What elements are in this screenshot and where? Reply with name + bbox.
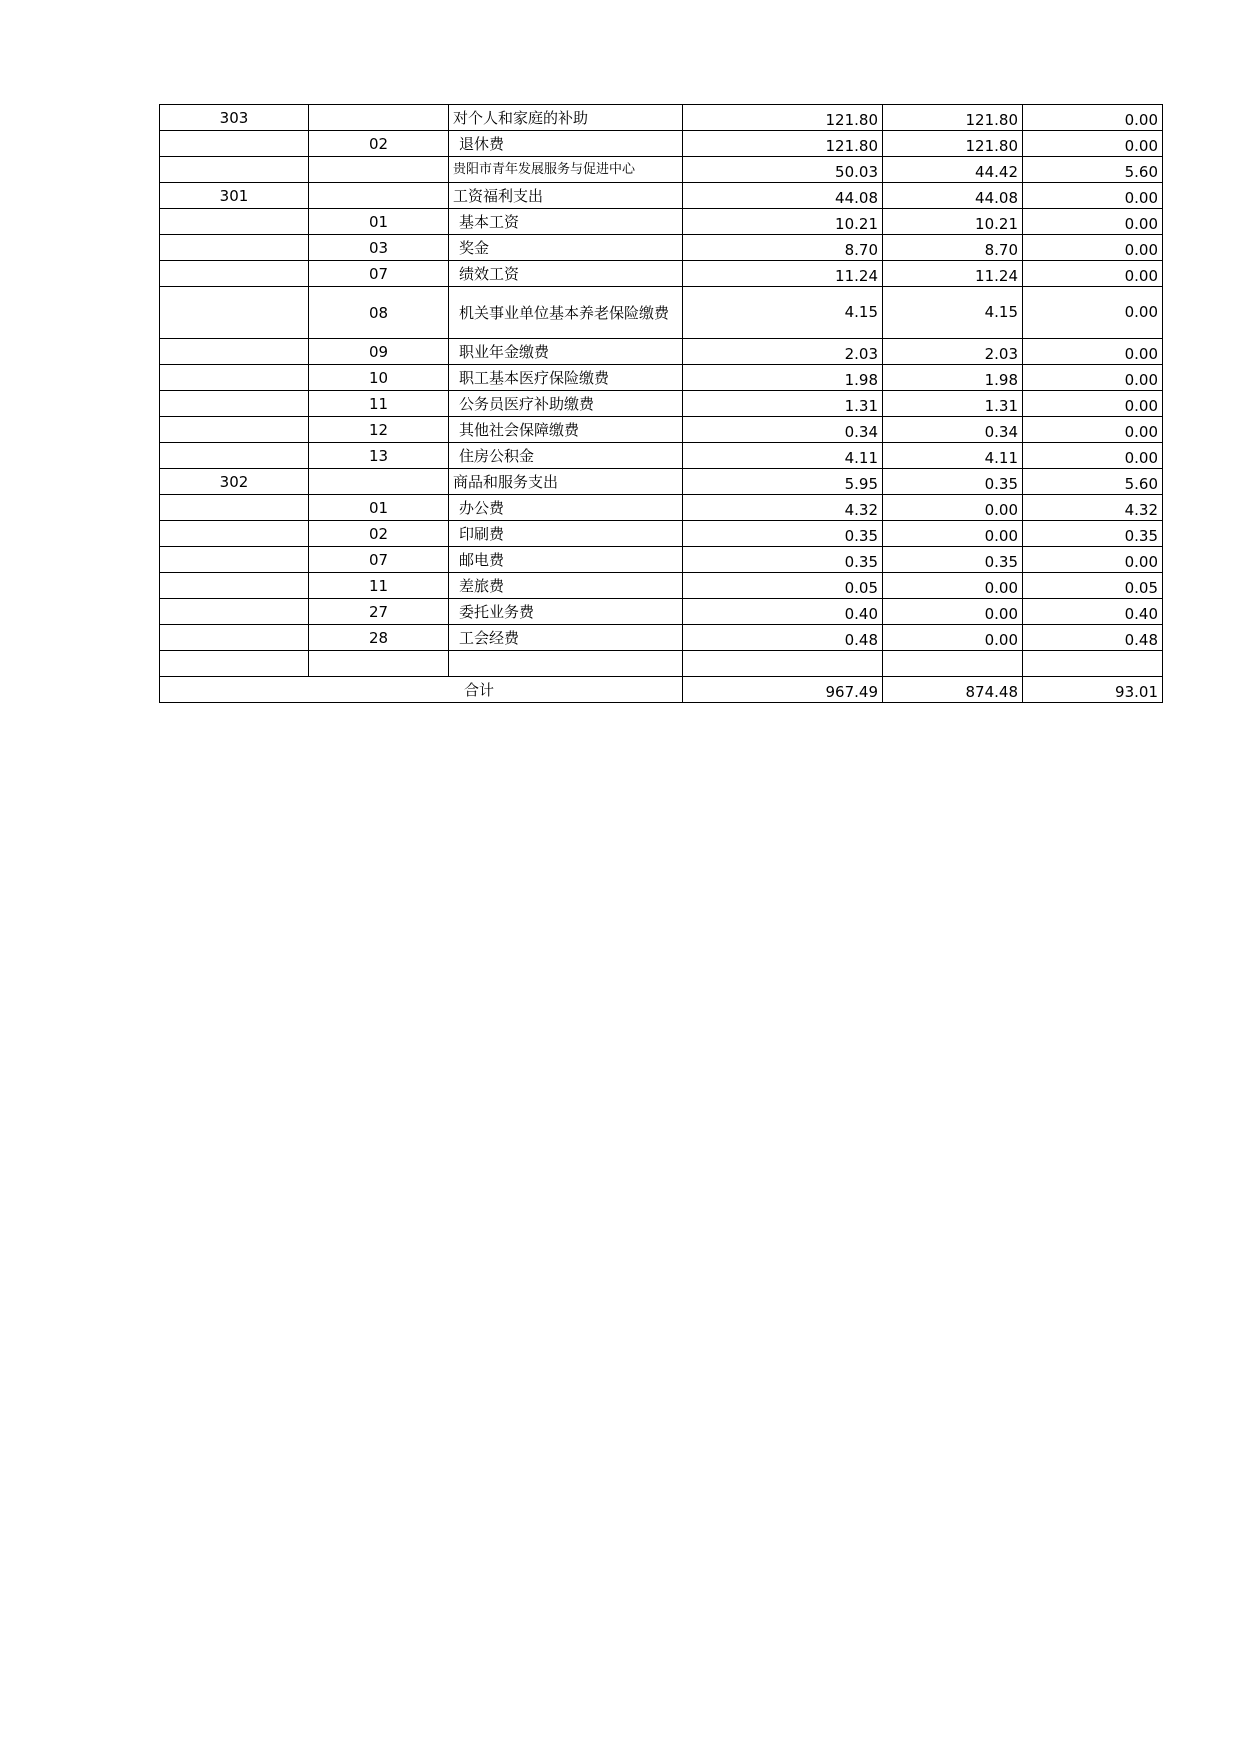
basic-expense-cell: 1.98 xyxy=(883,365,1023,391)
basic-expense-cell xyxy=(883,651,1023,677)
class-code-cell xyxy=(160,261,309,287)
basic-expense-cell: 4.11 xyxy=(883,443,1023,469)
basic-expense-cell: 0.35 xyxy=(883,469,1023,495)
item-code-cell: 13 xyxy=(309,443,449,469)
item-code-cell: 10 xyxy=(309,365,449,391)
project-expense-cell: 0.05 xyxy=(1023,573,1163,599)
item-code-cell: 11 xyxy=(309,391,449,417)
class-code-cell xyxy=(160,339,309,365)
total-amount-cell: 967.49 xyxy=(683,677,883,703)
total-amount-cell: 0.48 xyxy=(683,625,883,651)
table-row xyxy=(160,443,1163,469)
item-name-cell: 绩效工资 xyxy=(449,261,683,287)
class-code-cell xyxy=(160,521,309,547)
class-code-cell xyxy=(160,235,309,261)
table-row xyxy=(160,391,1163,417)
class-code-cell: 303 xyxy=(160,105,309,131)
class-code-cell xyxy=(160,287,309,339)
table-row xyxy=(160,573,1163,599)
basic-expense-cell: 0.00 xyxy=(883,521,1023,547)
item-name-cell: 对个人和家庭的补助 xyxy=(449,105,683,131)
project-expense-cell: 5.60 xyxy=(1023,469,1163,495)
class-code-cell xyxy=(160,157,309,183)
class-code-cell xyxy=(160,651,309,677)
item-code-cell: 03 xyxy=(309,235,449,261)
class-code-cell xyxy=(160,391,309,417)
total-amount-cell: 0.34 xyxy=(683,417,883,443)
item-code-cell: 08 xyxy=(309,287,449,339)
project-expense-cell: 0.00 xyxy=(1023,105,1163,131)
project-expense-cell: 0.00 xyxy=(1023,183,1163,209)
item-name-cell: 工资福利支出 xyxy=(449,183,683,209)
table-row xyxy=(160,339,1163,365)
project-expense-cell: 0.00 xyxy=(1023,287,1163,339)
class-code-cell xyxy=(160,209,309,235)
total-label: 合计 xyxy=(160,677,683,703)
item-code-cell: 09 xyxy=(309,339,449,365)
item-code-cell xyxy=(309,469,449,495)
table-row xyxy=(160,183,1163,209)
table-row xyxy=(160,105,1163,131)
item-name-cell: 机关事业单位基本养老保险缴费 xyxy=(449,287,683,339)
item-name-cell: 工会经费 xyxy=(449,625,683,651)
item-name-cell: 印刷费 xyxy=(449,521,683,547)
class-code-cell xyxy=(160,625,309,651)
table-row xyxy=(160,599,1163,625)
item-code-cell: 07 xyxy=(309,261,449,287)
item-code-cell: 02 xyxy=(309,521,449,547)
class-code-cell xyxy=(160,131,309,157)
class-code-cell xyxy=(160,573,309,599)
class-code-cell: 301 xyxy=(160,183,309,209)
item-code-cell: 28 xyxy=(309,625,449,651)
table-row xyxy=(160,495,1163,521)
total-project-cell: 93.01 xyxy=(1023,677,1163,703)
basic-expense-cell: 121.80 xyxy=(883,105,1023,131)
basic-expense-cell: 121.80 xyxy=(883,131,1023,157)
table-row xyxy=(160,521,1163,547)
item-name-cell: 贵阳市青年发展服务与促进中心 xyxy=(449,157,683,183)
project-expense-cell: 0.00 xyxy=(1023,547,1163,573)
table-row xyxy=(160,131,1163,157)
basic-expense-cell: 4.15 xyxy=(883,287,1023,339)
basic-expense-cell: 44.42 xyxy=(883,157,1023,183)
item-name-cell: 公务员医疗补助缴费 xyxy=(449,391,683,417)
total-amount-cell: 50.03 xyxy=(683,157,883,183)
item-name-cell: 其他社会保障缴费 xyxy=(449,417,683,443)
total-amount-cell: 1.31 xyxy=(683,391,883,417)
item-code-cell xyxy=(309,651,449,677)
budget-expenditure-table xyxy=(159,104,1163,703)
item-code-cell: 27 xyxy=(309,599,449,625)
table-row xyxy=(160,287,1163,339)
basic-expense-cell: 0.00 xyxy=(883,599,1023,625)
basic-expense-cell: 44.08 xyxy=(883,183,1023,209)
class-code-cell xyxy=(160,417,309,443)
class-code-cell xyxy=(160,599,309,625)
total-amount-cell: 4.11 xyxy=(683,443,883,469)
item-name-cell: 奖金 xyxy=(449,235,683,261)
project-expense-cell: 0.00 xyxy=(1023,131,1163,157)
item-name-cell: 基本工资 xyxy=(449,209,683,235)
class-code-cell xyxy=(160,495,309,521)
basic-expense-cell: 0.34 xyxy=(883,417,1023,443)
total-amount-cell: 4.15 xyxy=(683,287,883,339)
item-code-cell: 02 xyxy=(309,131,449,157)
project-expense-cell: 0.00 xyxy=(1023,417,1163,443)
item-name-cell xyxy=(449,651,683,677)
table-body xyxy=(160,105,1163,703)
total-amount-cell: 121.80 xyxy=(683,131,883,157)
project-expense-cell: 0.00 xyxy=(1023,339,1163,365)
table-row xyxy=(160,261,1163,287)
total-amount-cell: 44.08 xyxy=(683,183,883,209)
project-expense-cell: 0.00 xyxy=(1023,235,1163,261)
basic-expense-cell: 0.00 xyxy=(883,625,1023,651)
total-amount-cell: 5.95 xyxy=(683,469,883,495)
basic-expense-cell: 0.00 xyxy=(883,573,1023,599)
total-amount-cell: 0.35 xyxy=(683,521,883,547)
item-name-cell: 退休费 xyxy=(449,131,683,157)
item-code-cell xyxy=(309,183,449,209)
item-name-cell: 委托业务费 xyxy=(449,599,683,625)
project-expense-cell: 0.40 xyxy=(1023,599,1163,625)
item-name-cell: 差旅费 xyxy=(449,573,683,599)
project-expense-cell: 4.32 xyxy=(1023,495,1163,521)
item-code-cell xyxy=(309,157,449,183)
basic-expense-cell: 8.70 xyxy=(883,235,1023,261)
total-amount-cell: 0.40 xyxy=(683,599,883,625)
item-code-cell: 12 xyxy=(309,417,449,443)
table-row xyxy=(160,209,1163,235)
item-name-cell: 邮电费 xyxy=(449,547,683,573)
basic-expense-cell: 2.03 xyxy=(883,339,1023,365)
class-code-cell: 302 xyxy=(160,469,309,495)
item-name-cell: 职业年金缴费 xyxy=(449,339,683,365)
table-row xyxy=(160,365,1163,391)
item-name-cell: 职工基本医疗保险缴费 xyxy=(449,365,683,391)
project-expense-cell: 0.00 xyxy=(1023,209,1163,235)
class-code-cell xyxy=(160,443,309,469)
total-amount-cell: 0.05 xyxy=(683,573,883,599)
total-amount-cell: 4.32 xyxy=(683,495,883,521)
total-amount-cell: 0.35 xyxy=(683,547,883,573)
item-code-cell: 07 xyxy=(309,547,449,573)
total-amount-cell: 1.98 xyxy=(683,365,883,391)
basic-expense-cell: 11.24 xyxy=(883,261,1023,287)
table-row xyxy=(160,235,1163,261)
item-name-cell: 住房公积金 xyxy=(449,443,683,469)
class-code-cell xyxy=(160,547,309,573)
item-name-cell: 办公费 xyxy=(449,495,683,521)
table-row xyxy=(160,417,1163,443)
total-amount-cell: 2.03 xyxy=(683,339,883,365)
project-expense-cell: 0.35 xyxy=(1023,521,1163,547)
basic-expense-cell: 0.00 xyxy=(883,495,1023,521)
item-code-cell: 01 xyxy=(309,209,449,235)
project-expense-cell: 5.60 xyxy=(1023,157,1163,183)
project-expense-cell: 0.48 xyxy=(1023,625,1163,651)
basic-expense-cell: 1.31 xyxy=(883,391,1023,417)
basic-expense-cell: 0.35 xyxy=(883,547,1023,573)
total-amount-cell: 121.80 xyxy=(683,105,883,131)
item-code-cell: 01 xyxy=(309,495,449,521)
class-code-cell xyxy=(160,365,309,391)
project-expense-cell: 0.00 xyxy=(1023,261,1163,287)
project-expense-cell: 0.00 xyxy=(1023,391,1163,417)
table-row xyxy=(160,625,1163,651)
total-amount-cell xyxy=(683,651,883,677)
total-amount-cell: 8.70 xyxy=(683,235,883,261)
total-basic-cell: 874.48 xyxy=(883,677,1023,703)
total-row xyxy=(160,677,1163,703)
item-code-cell: 11 xyxy=(309,573,449,599)
basic-expense-cell: 10.21 xyxy=(883,209,1023,235)
table-row xyxy=(160,157,1163,183)
item-name-cell: 商品和服务支出 xyxy=(449,469,683,495)
table-row xyxy=(160,651,1163,677)
item-code-cell xyxy=(309,105,449,131)
total-amount-cell: 10.21 xyxy=(683,209,883,235)
table-row xyxy=(160,547,1163,573)
project-expense-cell xyxy=(1023,651,1163,677)
total-amount-cell: 11.24 xyxy=(683,261,883,287)
project-expense-cell: 0.00 xyxy=(1023,443,1163,469)
project-expense-cell: 0.00 xyxy=(1023,365,1163,391)
table-row xyxy=(160,469,1163,495)
